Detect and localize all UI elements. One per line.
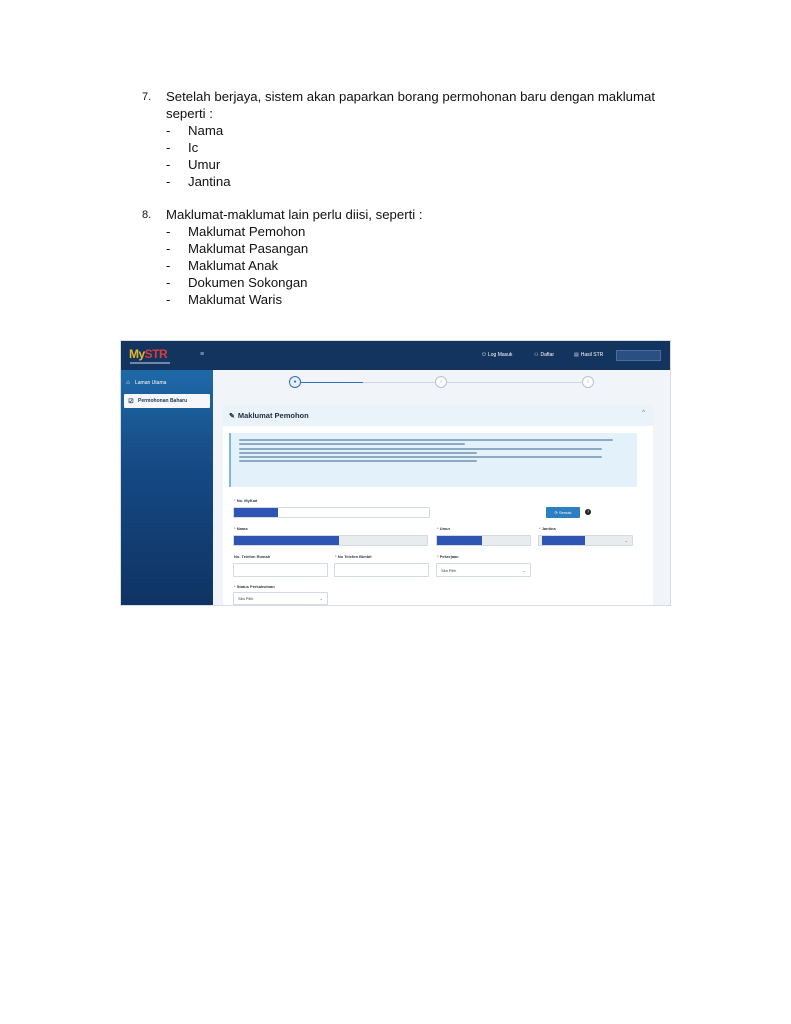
telefon-rumah-input[interactable] <box>233 563 328 577</box>
jantina-select[interactable] <box>538 535 633 546</box>
chevron-down-icon: ⌄ <box>319 596 323 601</box>
step-text-continued: seperti : <box>166 106 213 121</box>
step-number: 8. <box>142 209 152 221</box>
result-link[interactable]: ▤ Hasil STR <box>574 352 604 358</box>
login-icon: ⏻ <box>482 352 486 358</box>
mystr-logo: MySTR <box>129 347 168 361</box>
stepper-step-2[interactable]: ○ <box>435 376 447 388</box>
step-8 <box>142 206 682 308</box>
list-item: - Maklumat Waris <box>166 292 283 307</box>
register-link[interactable]: ⚇ Daftar <box>534 352 555 358</box>
pekerjaan-select[interactable]: Sila Pilih ⌄ <box>436 563 531 577</box>
redacted-value <box>234 508 278 517</box>
telefon-bimbit-label: * No Telefon Bimbit <box>335 554 372 559</box>
top-navbar <box>121 341 670 370</box>
application-screenshot <box>121 341 670 605</box>
step-text: Maklumat-maklumat lain perlu diisi, seperti : <box>166 207 423 222</box>
card-header[interactable] <box>223 405 653 426</box>
home-icon: ⌂ <box>126 380 130 386</box>
pencil-icon: ✎ <box>229 413 235 420</box>
redacted-value <box>437 536 482 545</box>
notice-text-line <box>239 456 602 458</box>
notice-text-line <box>239 452 477 454</box>
step-items <box>166 223 682 308</box>
pekerjaan-label: * Pekerjaan <box>437 554 459 559</box>
info-notice-box <box>229 433 637 487</box>
edit-icon: ☑ <box>128 398 134 405</box>
sidebar-item-home[interactable]: ⌂ Laman Utama <box>121 376 213 390</box>
sidebar <box>121 370 213 605</box>
list-item: - Maklumat Pasangan <box>166 241 309 256</box>
semak-button[interactable]: ⟳ Semak <box>546 507 580 518</box>
list-item: - Ic <box>166 140 199 155</box>
stepper-line <box>363 382 591 383</box>
step-items <box>166 122 682 190</box>
umur-input[interactable] <box>436 535 531 546</box>
telefon-rumah-label: No. Telefon Rumah <box>234 554 271 559</box>
login-link[interactable]: ⏻ Log Masuk <box>482 352 513 358</box>
stepper-progress-line <box>295 382 363 383</box>
umur-label: * Umur <box>437 526 451 531</box>
step-number: 7. <box>142 91 152 103</box>
mykad-label: * No. MyKad <box>234 498 258 503</box>
telefon-bimbit-input[interactable] <box>334 563 429 577</box>
list-item: - Jantina <box>166 174 231 189</box>
list-item: - Dokumen Sokongan <box>166 275 308 290</box>
menu-toggle-icon[interactable]: ≡ <box>200 351 205 358</box>
main-content <box>213 370 670 605</box>
notice-text-line <box>239 448 602 450</box>
step-text: Setelah berjaya, sistem akan paparkan borang permohonan baru dengan maklumat <box>166 89 655 104</box>
notice-text-line <box>239 439 613 441</box>
collapse-chevron-icon[interactable]: ^ <box>642 410 645 416</box>
notice-text-line <box>239 460 477 462</box>
chevron-down-icon: ⌄ <box>624 538 628 543</box>
nama-input[interactable] <box>233 535 428 546</box>
applicant-card <box>223 405 653 605</box>
help-icon[interactable]: ? <box>586 509 590 514</box>
sidebar-item-new-application[interactable]: ☑ Permohonan Baharu <box>124 394 210 408</box>
redacted-value <box>542 536 585 545</box>
nav-search-box[interactable] <box>616 350 661 361</box>
instruction-steps <box>142 88 682 308</box>
refresh-icon: ⟳ <box>554 510 558 515</box>
list-item: - Umur <box>166 157 221 172</box>
document-icon: ▤ <box>574 352 579 358</box>
nama-label: * Nama <box>234 526 248 531</box>
notice-text-line <box>239 443 465 445</box>
user-plus-icon: ⚇ <box>534 352 539 358</box>
stepper-step-1[interactable]: ● <box>289 376 301 388</box>
list-item: - Nama <box>166 123 224 138</box>
status-perkahwinan-label: * Status Perkahwinan <box>234 584 275 589</box>
status-perkahwinan-select[interactable]: Sila Pilih ⌄ <box>233 592 328 605</box>
stepper-step-3[interactable]: ○ <box>582 376 594 388</box>
card-title: ✎ Maklumat Pemohon <box>229 411 309 420</box>
jantina-label: * Jantina <box>539 526 556 531</box>
chevron-down-icon: ⌄ <box>522 568 526 573</box>
redacted-value <box>234 536 339 545</box>
mykad-input[interactable] <box>233 507 430 518</box>
logo-tagline <box>130 362 170 364</box>
list-item: - Maklumat Anak <box>166 258 279 273</box>
step-7 <box>142 88 682 190</box>
list-item: - Maklumat Pemohon <box>166 224 306 239</box>
